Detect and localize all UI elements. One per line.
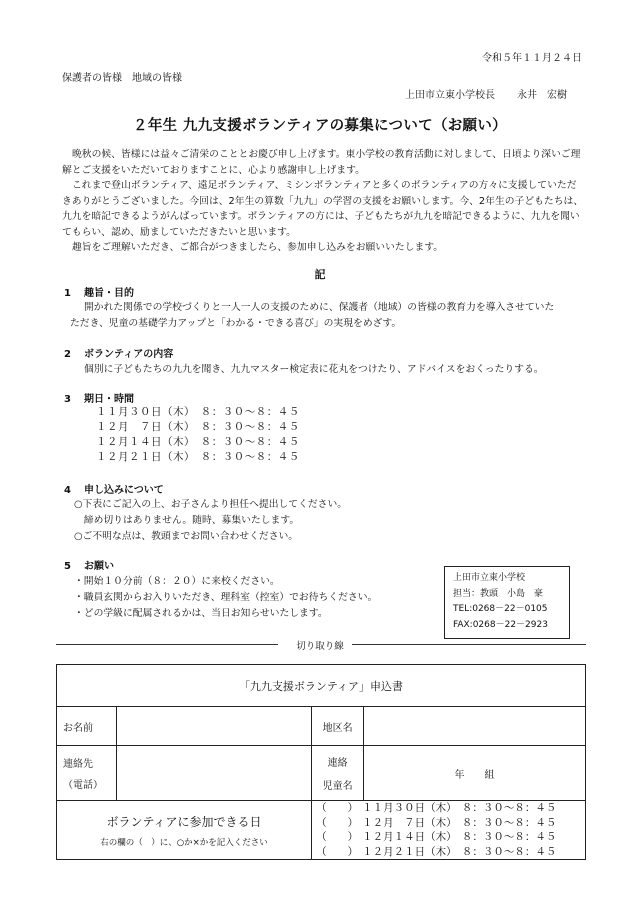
contact-field[interactable] [116, 746, 311, 801]
schedule-item: １２月 ７日（木） ８：３０～８：４５ [96, 421, 300, 433]
child-name-field[interactable] [364, 746, 586, 801]
day-text: １２月２１日（木） ８：３０～８：４５ [362, 845, 557, 858]
day-text: １２月１４日（木） ８：３０～８：４５ [362, 831, 557, 843]
section-title: ボランティアの内容 [84, 349, 174, 360]
contact-fax: FAX:0268－22－2923 [453, 619, 548, 630]
checkbox-paren[interactable]: （ ） [316, 816, 359, 829]
date: 令和５年１１月２４日 [482, 53, 582, 64]
contact-tel: TEL:0268－22－0105 [453, 604, 548, 614]
contact-label-line: （電話） [63, 780, 103, 791]
child-label-line: 連絡 [327, 758, 348, 769]
child-label-line: 児童名 [322, 781, 353, 792]
day-text: １１月３０日（木） ８：３０～８：４５ [362, 802, 557, 814]
contact-box [444, 566, 570, 639]
intro-paragraph: これまで登山ボランティア、遠足ボランティア、ミシンボランティアと多くのボランティアの方々に支援していただきありがとうございました。今回は、2年生の算数「九九」の学習の支援をお願いします。今、2年生の子どもたちは、九九を暗記できるようがんばっています。ボランティアの方には、子どもたちが九九を暗記できるように、九九を聞いてもらい、認め、励ましていただきたいと思います。 [62, 180, 584, 238]
section-number: 5 [64, 561, 71, 572]
grade-class-text: 年 組 [454, 769, 495, 781]
section-title: 期日・時間 [84, 394, 134, 405]
section-4-line: 締め切りはありません。随時、募集いたします。 [74, 515, 300, 526]
section-1-line: 開かれた関係での学校づくりと一人一人の支援のために、保護者（地域）の皆様の教育力を導入させていた [84, 302, 555, 313]
section-5-line: ・職員玄関からお入りいただき、理科室（控室）でお待ちください。 [74, 592, 378, 603]
child-label [312, 746, 364, 801]
application-form [56, 664, 586, 860]
schedule-item: １１月３０日（木） ８：３０～８：４５ [96, 406, 300, 418]
contact-person: 担当：教頭 小島 豪 [453, 588, 544, 599]
availability-label [57, 801, 312, 860]
form-title: 「九九支援ボランティア」申込書 [57, 665, 586, 707]
day-option[interactable] [316, 801, 581, 816]
section-5-line: ・開始１０分前（８：２０）に来校ください。 [74, 576, 280, 587]
document-title: ２年生 九九支援ボランティアの募集について（お願い） [133, 118, 507, 134]
sender-school: 上田市立東小学校長 [405, 90, 495, 101]
checkbox-paren[interactable]: （ ） [316, 802, 359, 814]
section-4-line: ○ご不明な点は、教頭までお問い合わせください。 [74, 531, 299, 542]
contact-label-line: 連絡先 [63, 759, 93, 770]
name-field[interactable] [116, 707, 311, 746]
day-option[interactable] [316, 845, 581, 860]
section-5-line: ・どの学級に配属されるかは、当日お知らせいたします。 [74, 608, 328, 619]
section-4-line: ○下表にご記入の上、お子さんより担任へ提出してください。 [74, 499, 348, 510]
checkbox-paren[interactable]: （ ） [316, 845, 359, 858]
day-option[interactable] [316, 830, 581, 845]
schedule-item: １２月１４日（木） ８：３０～８：４５ [96, 436, 300, 448]
section-2-heading [64, 345, 173, 360]
ki-heading: 記 [314, 268, 326, 281]
contact-school: 上田市立東小学校 [453, 573, 526, 583]
cut-line-right [352, 644, 586, 645]
section-5-heading [64, 557, 114, 572]
cut-line-label: 切り取り線 [296, 641, 344, 652]
section-title: 申し込みについて [84, 485, 164, 496]
schedule-item: １２月２１日（木） ８：３０～８：４５ [96, 451, 300, 463]
intro-paragraph: 趣旨をご理解いただき、ご都合がつきましたら、参加申し込みをお願いいたします。 [72, 242, 444, 253]
intro-text [62, 147, 586, 256]
section-3-heading [64, 390, 134, 405]
section-number: 1 [64, 288, 71, 299]
recipients: 保護者の皆様 地域の皆様 [62, 73, 182, 84]
availability-sub: 右の欄の（ ）に、○か×かを記入ください [100, 837, 268, 848]
district-field[interactable] [364, 707, 586, 746]
day-text: １２月 ７日（木） ８：３０～８：４５ [362, 816, 557, 829]
section-1-line: ただき、児童の基礎学力アップと「わかる・できる喜び」の実現をめざす。 [70, 318, 402, 329]
section-number: 3 [64, 394, 71, 405]
sender-name: 永井 宏樹 [517, 90, 567, 101]
sender [405, 86, 567, 101]
intro-paragraph: 晩秋の候、皆様には益々ご清栄のこととお慶び申し上げます。東小学校の教育活動に対しまして、日頃より深いご理解とご支援をいただいておりますことに、心より感謝申し上げます。 [62, 149, 581, 176]
section-4-heading [64, 481, 164, 496]
section-2-line: 個別に子どもたちの九九を聞き、九九マスター検定表に花丸をつけたり、アドバイスをおくったりする。 [84, 364, 544, 375]
section-1-heading [64, 284, 134, 299]
availability-days [312, 801, 586, 860]
checkbox-paren[interactable]: （ ） [316, 831, 359, 843]
name-label: お名前 [57, 707, 117, 746]
section-number: 4 [64, 485, 71, 496]
availability-main: ボランティアに参加できる日 [106, 814, 262, 829]
section-title: 趣旨・目的 [84, 288, 134, 299]
section-number: 2 [64, 349, 71, 360]
contact-label [57, 746, 117, 801]
district-label: 地区名 [312, 707, 364, 746]
section-title: お願い [84, 561, 114, 572]
day-option[interactable] [316, 816, 581, 831]
